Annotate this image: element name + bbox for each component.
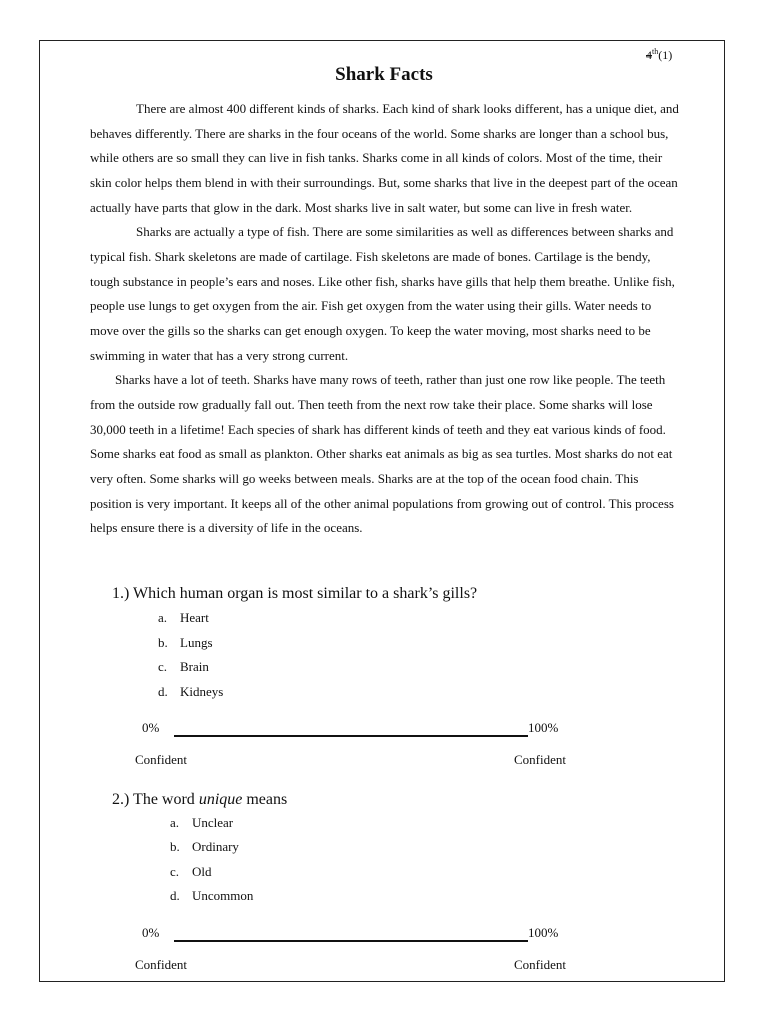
question-2-number: 2.) [112, 791, 130, 808]
option-letter: c. [170, 864, 180, 879]
question-1-option-d[interactable] [158, 684, 223, 700]
option-text: Heart [180, 610, 209, 625]
confidence-scale-2-line[interactable] [174, 940, 528, 942]
confidence-scale-1-low-label: Confident [135, 752, 187, 767]
question-2-option-c[interactable] [170, 864, 212, 880]
passage-paragraph-2: Sharks are actually a type of fish. There are some similarities as well as differences between sharks and typical fish. Shark skeletons are made of cartilage. Fish skeletons are made of bones. Cartilage is the bendy, tough substance in people’s ears and noses. Like other fish, sharks have gills that help them breathe. Unlike fish, people use lungs to get oxygen from the air. Fish get oxygen from the water using their gills. Water needs to move over the gills so the sharks can get enough oxygen. To keep the water moving, most sharks need to be swimming in water that has a very strong current. [90, 224, 675, 363]
page-number [646, 47, 672, 63]
option-text: Old [192, 864, 212, 879]
grade-number: 4 [646, 48, 652, 62]
grade-suffix: th [652, 47, 659, 56]
option-text: Ordinary [192, 839, 239, 854]
confidence-scale-1-low: 0% [142, 720, 160, 735]
question-1-text: Which human organ is most similar to a shark’s gills? [133, 585, 478, 602]
option-text: Uncommon [192, 888, 254, 903]
option-letter: c. [158, 659, 168, 674]
option-text: Kidneys [180, 684, 224, 699]
confidence-scale-1-line[interactable] [174, 735, 528, 737]
option-text: Unclear [192, 815, 234, 830]
passage-paragraph-3: Sharks have a lot of teeth. Sharks have many rows of teeth, rather than just one row like people. The teeth from the outside row gradually fall out. Then teeth from the next row take their place. Some sharks will lose 30,000 teeth in a lifetime! Each species of shark has different kinds of teeth and they eat various kinds of food. Some sharks eat food as small as plankton. Other sharks eat animals as big as sea turtles. Most sharks do not eat very often. Some sharks will go weeks between meals. Sharks are at the top of the ocean food chain. This position is very important. It keeps all of the other animal populations from growing out of control. This process helps ensure there is a diversity of life in the oceans. [90, 372, 674, 536]
option-letter: b. [158, 635, 168, 650]
option-letter: a. [158, 610, 168, 625]
option-letter: b. [170, 839, 180, 854]
option-text: Brain [180, 659, 209, 674]
question-2-text-post: means [242, 791, 288, 808]
page-number-suffix: (1) [658, 48, 673, 62]
passage-paragraph-1: There are almost 400 different kinds of sharks. Each kind of shark looks different, has a unique diet, and behaves differently. There are sharks in the four oceans of the world. Some sharks are longer than a school bus, while others are so small they can live in fish tanks. Sharks come in all kinds of colors. Most of the time, their skin color helps them blend in with their surroundings. But, some sharks that live in the deepest part of the ocean actually have parts that glow in the dark. Most sharks live in salt water, but some can live in fresh water. [90, 101, 679, 215]
question-2-stem [112, 791, 287, 809]
option-letter: a. [170, 815, 180, 830]
confidence-scale-2-low-label: Confident [135, 957, 187, 972]
question-1-number: 1.) [112, 585, 130, 602]
option-text: Lungs [180, 635, 213, 650]
question-2-text-pre: The word [133, 791, 199, 808]
confidence-scale-1-high-label: Confident [514, 752, 566, 767]
confidence-scale-2-high: 100% [528, 925, 559, 940]
question-1-option-c[interactable] [158, 659, 209, 675]
question-2-option-b[interactable] [170, 839, 239, 855]
question-1-stem [112, 585, 477, 603]
question-2-option-a[interactable] [170, 815, 233, 831]
confidence-scale-2-high-label: Confident [514, 957, 566, 972]
reading-passage [90, 97, 680, 541]
question-2-option-d[interactable] [170, 888, 253, 904]
confidence-scale-1-high: 100% [528, 720, 559, 735]
question-1-option-a[interactable] [158, 610, 209, 626]
document-title: Shark Facts [335, 64, 433, 85]
question-2-keyword: unique [198, 791, 243, 808]
option-letter: d. [170, 888, 180, 903]
question-1-option-b[interactable] [158, 635, 213, 651]
confidence-scale-2-low: 0% [142, 925, 160, 940]
option-letter: d. [158, 684, 168, 699]
